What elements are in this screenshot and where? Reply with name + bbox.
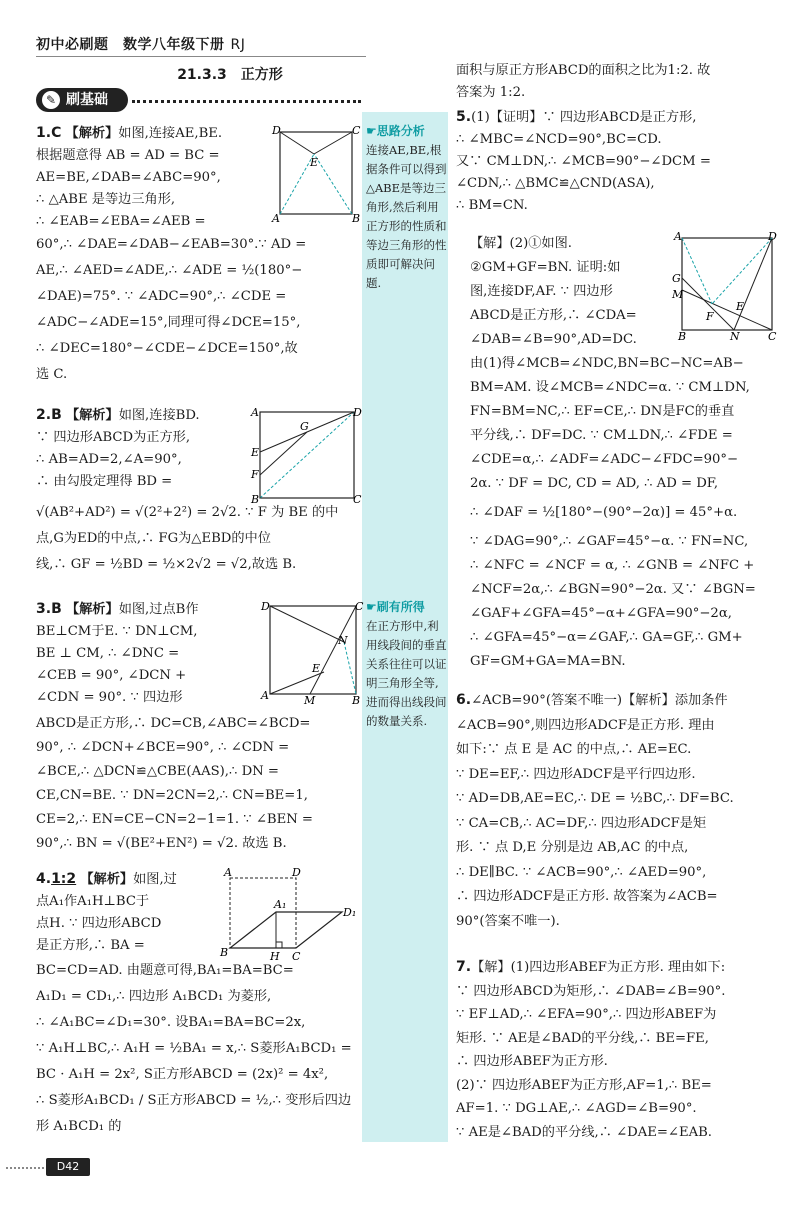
figure-q4 [212, 866, 362, 963]
segment-fg [260, 432, 307, 475]
q1-number: 1. [36, 125, 52, 141]
label-g: G [300, 420, 309, 433]
rhombus-a1bcd1 [230, 912, 342, 948]
q1-line: ∠DAE)=75°. ∵ ∠ADC=90°,∴ ∠CDE = [36, 289, 287, 304]
q4-cont-line: 面积与原正方形ABCD的面积之比为1:2. 故 [456, 63, 711, 78]
q3-answer: B [51, 601, 62, 617]
q7-line: (2)∵ 四边形ABEF为正方形,AF=1,∴ BE= [456, 1077, 712, 1093]
q6-line: ∵ AD=DB,AE=EC,∴ DE = ½BC,∴ DF=BC. [456, 791, 734, 806]
q3-block-wide [36, 712, 358, 856]
q4-line: BC · A₁H = 2x², S正方形ABCD = (2x)² = 4x², [36, 1067, 329, 1082]
q5-line: GF=GM+GA=MA=BN. [470, 654, 626, 669]
segment-dn [270, 606, 344, 642]
q2-tag: 【解析】 [65, 408, 119, 423]
label-a: A [251, 406, 259, 419]
q4-block-wide [36, 958, 358, 1140]
q1-block-wide [36, 232, 358, 388]
q2-block-wide [36, 500, 358, 578]
q6-line: 如下:∵ 点 E 是 AC 的中点,∴ AE=EC. [456, 742, 692, 757]
footer-dotted-rule [6, 1167, 44, 1169]
q3-number: 3. [36, 601, 52, 617]
q6-line: ∵ CA=CB,∴ AC=DF,∴ 四边形ADCF是矩 [456, 815, 707, 831]
label-e: E [736, 300, 745, 313]
label-h: H [270, 950, 280, 963]
label-c: C [768, 330, 777, 343]
q3-text: 如图,过点B作 [118, 602, 199, 617]
label-c: C [292, 950, 301, 963]
label-d: D [261, 600, 270, 613]
q5-line [456, 106, 782, 129]
header-title: 初中必刷题 数学八年级下册 [36, 37, 225, 53]
q1-line: ∴ △ABE 是等边三角形, [36, 192, 176, 207]
q7-line: ∴ 四边形ABEF为正方形. [456, 1054, 608, 1069]
banner-pill [36, 88, 128, 112]
segment-cm [682, 290, 772, 330]
q3-line: CE,CN=BE. ∵ DN=2CN=2,∴ CN=BE=1, [36, 788, 308, 803]
q3-tag: 【解析】 [65, 602, 119, 617]
label-d: D [768, 230, 777, 243]
q3-line: BE ⊥ CM, ∴ ∠DNC = [36, 646, 180, 661]
q5-line: ∴ ∠MBC=∠NCD=90°,BC=CD. [456, 132, 662, 147]
label-n: N [338, 634, 348, 647]
segment-ae [280, 154, 314, 214]
q5-line: ∵ ∠DAG=90°,∴ ∠GAF=45°−α. ∵ FN=NC, [470, 534, 749, 549]
label-e: E [310, 156, 319, 169]
q6-text: ∠ACB=90°(答案不唯一)【解析】添加条件 [471, 693, 728, 708]
square-abcd [682, 238, 772, 330]
figure-q1 [268, 122, 360, 224]
q7-number: 7. [456, 959, 472, 975]
pencil-icon: ✎ [42, 91, 60, 109]
side-note-title: ☛刷有所得 [366, 600, 425, 614]
q1-line: 60°,∴ ∠DAE=∠DAB−∠EAB=30°.∵ AD = [36, 237, 307, 252]
q5-line: FN=BM=NC,∴ EF=CE,∴ DN是FC的垂直 [470, 404, 735, 419]
label-m: M [304, 694, 316, 707]
q7-block [456, 956, 782, 1144]
q5-line: ABCD是正方形,∴ ∠CDA= [470, 308, 637, 323]
q6-line: ∠ACB=90°,则四边形ADCF是正方形. 理由 [456, 717, 715, 733]
label-d: D [353, 406, 362, 419]
q5-line: 由(1)得∠MCB=∠NDC,BN=BC−NC=AB− [470, 356, 744, 371]
q5-line: ∴ BM=CN. [456, 198, 528, 213]
segment-de [280, 132, 314, 154]
q2-line: ∴ 由勾股定理得 BD = [36, 474, 173, 489]
q6-line: ∴ DE∥BC. ∵ ∠ACB=90°,∴ ∠AED=90°, [456, 864, 707, 880]
q4-continuation [456, 60, 782, 104]
q6-line: 90°(答案不唯一). [456, 913, 560, 929]
side-note-takeaway [366, 598, 448, 731]
section-banner [36, 88, 361, 112]
q3-block-narrow [36, 598, 258, 709]
q2-text: 如图,连接BD. [118, 408, 200, 423]
q5-number: 5. [456, 109, 472, 125]
q6-line: 形. ∵ 点 D,E 分别是边 AB,AC 的中点, [456, 840, 689, 855]
q5-block-top [456, 106, 782, 217]
label-n: N [730, 330, 740, 343]
q5-line: ∠GAF+∠GFA=45°−α+∠GFA=90°−2α, [470, 606, 732, 621]
segment-ce [314, 132, 352, 154]
q1-line: ∴ ∠DEC=180°−∠CDE−∠DCE=150°,故 [36, 341, 298, 356]
q5-line: 图,连接DF,AF. ∵ 四边形 [470, 284, 613, 299]
q2-line [36, 404, 251, 427]
label-g: G [672, 272, 681, 285]
label-b: B [678, 330, 687, 343]
q7-line: 矩形. ∵ AE是∠BAD的平分线,∴ BE=FE, [456, 1030, 709, 1046]
figure-q3 [258, 598, 364, 707]
side-note-title: ☛思路分析 [366, 124, 425, 138]
segment-cm [310, 606, 356, 694]
q5-line: 【解】(2)①如图. [470, 236, 572, 251]
q2-block-narrow [36, 404, 251, 493]
q2-line: 点,G为ED的中点,∴ FG为△EBD的中位 [36, 531, 271, 546]
header-rule [36, 56, 366, 57]
q1-line: ∴ ∠EAB=∠EBA=∠AEB = [36, 214, 206, 229]
q1-tag: 【解析】 [65, 126, 119, 141]
label-b: B [220, 946, 229, 959]
q5-line: ∠CDN,∴ △BMC≌△CND(ASA), [456, 176, 655, 191]
q1-line [36, 122, 266, 145]
running-header [36, 34, 245, 54]
q5-block-narrow [470, 232, 670, 352]
q1-text: 如图,连接AE,BE. [118, 126, 223, 141]
q3-line: 90°, ∴ ∠DCN+∠BCE=90°, ∴ ∠CDN = [36, 740, 290, 755]
label-a: A [261, 689, 269, 702]
q6-line: ∵ DE=EF,∴ 四边形ADCF是平行四边形. [456, 766, 696, 782]
q5-line: ∴ ∠NFC = ∠NCF = α, ∴ ∠GNB = ∠NFC + [470, 558, 755, 573]
q5-line: 2α. ∵ DF = DC, CD = AD, ∴ AD = DF, [470, 476, 719, 491]
q4-number: 4. [36, 871, 52, 887]
q4-line: 点H. ∵ 四边形ABCD [36, 916, 162, 931]
side-note-text: 在正方形中,利用线段间的垂直关系往往可以证明三角形全等,进而得出线段间的数量关系. [366, 619, 447, 728]
label-c: C [355, 600, 364, 613]
q4-line: ∴ ∠A₁BC=∠D₁=30°. 设BA₁=BA=BC=2x, [36, 1015, 306, 1030]
q5-line: ∴ ∠GFA=45°−α=∠GAF,∴ GA=GF,∴ GM+ [470, 630, 743, 645]
figure-q2 [250, 404, 360, 504]
q4-line: 是正方形,∴ BA = [36, 938, 145, 953]
label-b: B [352, 212, 361, 225]
q5-line: ∴ ∠DAF = ½[180°−(90°−2α)] = 45°+α. [470, 505, 738, 520]
label-c: C [353, 493, 362, 506]
q5-line: ②GM+GF=BN. 证明:如 [470, 260, 621, 275]
q5-line: 平分线,∴ DF=DC. ∵ CM⊥DN,∴ ∠FDE = [470, 428, 733, 443]
q1-line: ∠ADC−∠ADE=15°,同理可得∠DCE=15°, [36, 315, 301, 330]
q1-line: 选 C. [36, 367, 68, 382]
banner-dotted-rule [132, 100, 361, 103]
q2-line: ∴ AB=AD=2,∠A=90°, [36, 452, 182, 467]
q1-answer: C [51, 125, 62, 141]
q7-text: 【解】(1)四边形ABEF为正方形. 理由如下: [471, 960, 726, 975]
q4-tag: 【解析】 [80, 872, 134, 887]
q1-line: 根据题意得 AB = AD = BC = [36, 148, 220, 163]
q3-line [36, 598, 258, 621]
label-a: A [272, 212, 280, 225]
q5-line: ∠DAB=∠B=90°,AD=DC. [470, 332, 637, 347]
label-d: D [292, 866, 301, 879]
q3-line: ∠CDN = 90°. ∵ 四边形 [36, 690, 183, 705]
segment-dn [734, 238, 772, 330]
q4-line [36, 868, 211, 891]
label-d: D [272, 124, 281, 137]
q6-line [456, 688, 782, 714]
q3-line: ∠BCE,∴ △DCN≌△CBE(AAS),∴ DN = [36, 764, 279, 779]
header-edition: RJ [230, 37, 246, 53]
q3-line: 90°,∴ BN = √(BE²+EN²) = √2. 故选 B. [36, 836, 287, 851]
label-f: F [251, 468, 259, 481]
q2-line: ∵ 四边形ABCD为正方形, [36, 430, 191, 445]
q7-line: ∵ AE是∠BAD的平分线,∴ ∠DAE=∠EAB. [456, 1124, 712, 1140]
label-f: F [706, 310, 714, 323]
section-title: 21.3.3 正方形 [177, 67, 283, 83]
label-d1: D₁ [343, 906, 357, 919]
q3-line: ∠CEB = 90°, ∠DCN + [36, 668, 187, 683]
q5-block-wide [470, 352, 782, 674]
q2-line: √(AB²+AD²) = √(2²+2²) = 2√2. ∵ F 为 BE 的中 [36, 505, 339, 520]
right-angle-mark [276, 942, 282, 948]
q2-line: 线,∴ GF = ½BD = ½×2√2 = √2,故选 B. [36, 557, 297, 572]
label-m: M [672, 288, 684, 301]
q4-block-narrow [36, 868, 211, 957]
label-b: B [352, 694, 361, 707]
q4-cont-line: 答案为 1:2. [456, 85, 526, 100]
q5-line: ∠NCF=2α,∴ ∠BGN=90°−2α. 又∵ ∠BGN= [470, 582, 756, 597]
label-b: B [251, 493, 260, 506]
q1-block-narrow [36, 122, 266, 233]
q6-block [456, 688, 782, 934]
q3-line: CE=2,∴ EN=CE−CN=2−1=1. ∵ ∠BEN = [36, 812, 313, 827]
segment-be [314, 154, 352, 214]
label-c: C [352, 124, 361, 137]
side-note-text: 连接AE,BE,根据条件可以得到△ABE是等边三角形,然后利用正方形的性质和等边三角形的性质即可解决问题. [366, 143, 447, 290]
q4-text: 如图,过 [133, 872, 177, 887]
q4-line: ∵ A₁H⊥BC,∴ A₁H = ½BA₁ = x,∴ S菱形A₁BCD₁ = [36, 1041, 352, 1056]
q5-line: BM=AM. 设∠MCB=∠NDC=α. ∵ CM⊥DN, [470, 380, 750, 395]
label-a: A [224, 866, 232, 879]
label-e: E [312, 662, 321, 675]
side-note-analysis [366, 122, 448, 293]
page-number: D42 [46, 1158, 90, 1176]
square-abcd [280, 132, 352, 214]
q4-answer: 1:2 [51, 871, 77, 887]
q5-line: ∠CDE=α,∴ ∠ADF=∠ADC−∠FDC=90°− [470, 452, 739, 467]
segment-af [682, 238, 712, 304]
q7-line [456, 956, 782, 980]
q5-line: 又∵ CM⊥DN,∴ ∠MCB=90°−∠DCM = [456, 154, 711, 169]
label-e: E [251, 446, 260, 459]
square-abcd [230, 878, 296, 948]
q4-line: A₁D₁ = CD₁,∴ 四边形 A₁BCD₁ 为菱形, [36, 989, 272, 1004]
square-abcd [270, 606, 356, 694]
q2-answer: B [51, 407, 62, 423]
banner-label: 刷基础 [66, 92, 108, 108]
segment-df [712, 238, 772, 304]
figure-q5 [672, 230, 780, 342]
label-a: A [674, 230, 682, 243]
q2-number: 2. [36, 407, 52, 423]
q4-line: ∴ S菱形A₁BCD₁ / S正方形ABCD = ½,∴ 变形后四边形 A₁BCD₁ 的 [36, 1093, 352, 1134]
label-a1: A₁ [274, 898, 287, 911]
q5-text: (1)【证明】∵ 四边形ABCD是正方形, [471, 110, 697, 125]
segment-bn [344, 642, 356, 694]
q6-line: ∴ 四边形ADCF是正方形. 故答案为∠ACB= [456, 889, 718, 904]
q1-line: AE=BE,∠DAB=∠ABC=90°, [36, 170, 221, 185]
q4-line: BC=CD=AD. 由题意可得,BA₁=BA=BC= [36, 963, 294, 978]
q7-line: AF=1. ∵ DG⊥AE,∴ ∠AGD=∠B=90°. [456, 1101, 697, 1116]
q4-line: 点A₁作A₁H⊥BC于 [36, 894, 150, 909]
q7-line: ∵ EF⊥AD,∴ ∠EFA=90°,∴ 四边形ABEF为 [456, 1007, 717, 1022]
q3-line: ABCD是正方形,∴ DC=CB,∠ABC=∠BCD= [36, 716, 311, 731]
q1-line: AE,∴ ∠AED=∠ADE,∴ ∠ADE = ½(180°− [36, 263, 303, 278]
q3-line: BE⊥CM于E. ∵ DN⊥CM, [36, 624, 198, 639]
q6-number: 6. [456, 692, 472, 708]
q7-line: ∵ 四边形ABCD为矩形,∴ ∠DAB=∠B=90°. [456, 983, 726, 999]
